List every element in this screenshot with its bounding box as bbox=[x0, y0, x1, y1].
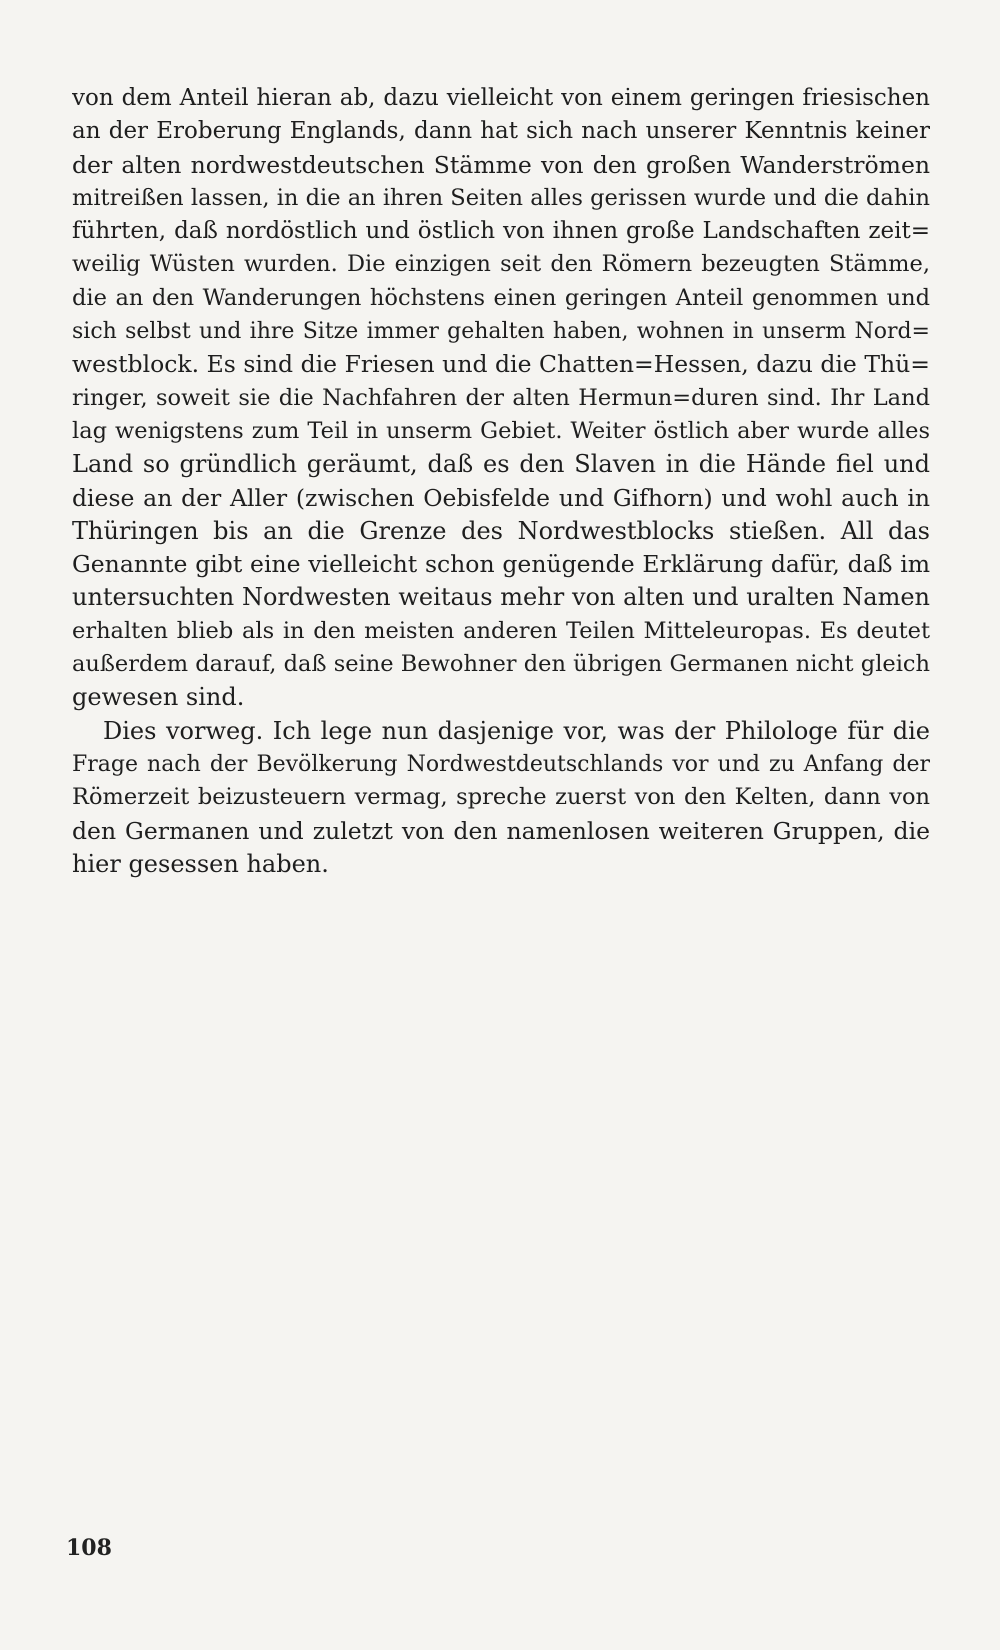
text-line: hier gesessen haben. bbox=[72, 849, 329, 878]
text-line: Genannte gibt eine vielleicht schon genügende Erklärung dafür, daß im bbox=[72, 550, 930, 579]
text-line: mitreißen lassen, in die an ihren Seiten alles gerissen wurde und die dahin bbox=[72, 184, 930, 211]
paragraph-1 bbox=[72, 82, 930, 715]
text-line: ringer, soweit sie die Nachfahren der alten Hermun=duren sind. Ihr Land bbox=[72, 384, 930, 411]
text-line: von dem Anteil hieran ab, dazu vielleicht von einem geringen friesischen bbox=[72, 85, 930, 111]
text-line: Frage nach der Bevölkerung Nordwestdeutschlands vor und zu Anfang der bbox=[72, 751, 930, 777]
text-line: untersuchten Nordwesten weitaus mehr von alten und uralten Namen bbox=[72, 583, 930, 612]
text-line: diese an der Aller (zwischen Oebisfelde und Gifhorn) und wohl auch in bbox=[72, 483, 930, 512]
text-line: gewesen sind. bbox=[72, 683, 245, 712]
text-line: den Germanen und zuletzt von den namenlosen weiteren Gruppen, die bbox=[72, 816, 930, 845]
text-line: Thüringen bis an die Grenze des Nordwestblocks stießen. All das bbox=[72, 516, 930, 545]
text-line: westblock. Es sind die Friesen und die Chatten=Hessen, dazu die Thü= bbox=[72, 350, 930, 379]
text-line: außerdem darauf, daß seine Bewohner den übrigen Germanen nicht gleich bbox=[72, 651, 930, 678]
page-number: 108 bbox=[66, 1535, 112, 1561]
text-line: erhalten blieb als in den meisten anderen Teilen Mitteleuropas. Es deutet bbox=[72, 617, 930, 644]
text-line: Dies vorweg. Ich lege nun dasjenige vor, was der Philologe für die bbox=[103, 716, 930, 745]
text-line: an der Eroberung Englands, dann hat sich nach unserer Kenntnis keiner bbox=[72, 118, 930, 145]
text-line: der alten nordwestdeutschen Stämme von den großen Wanderströmen bbox=[72, 150, 930, 179]
text-line: führten, daß nordöstlich und östlich von ihnen große Landschaften zeit= bbox=[72, 218, 930, 245]
text-line: lag wenigstens zum Teil in unserm Gebiet. Weiter östlich aber wurde alles bbox=[72, 417, 930, 444]
text-line: weilig Wüsten wurden. Die einzigen seit den Römern bezeugten Stämme, bbox=[72, 251, 930, 278]
text-line: sich selbst und ihre Sitze immer gehalten haben, wohnen in unserm Nord= bbox=[72, 319, 930, 345]
body-text bbox=[72, 82, 930, 881]
text-line: die an den Wanderungen höchstens einen geringen Anteil genommen und bbox=[72, 284, 930, 311]
paragraph-2 bbox=[72, 715, 930, 881]
text-line: Land so gründlich geräumt, daß es den Slaven in die Hände fiel und bbox=[72, 450, 930, 479]
text-line: Römerzeit beizusteuern vermag, spreche zuerst von den Kelten, dann von bbox=[72, 784, 930, 811]
